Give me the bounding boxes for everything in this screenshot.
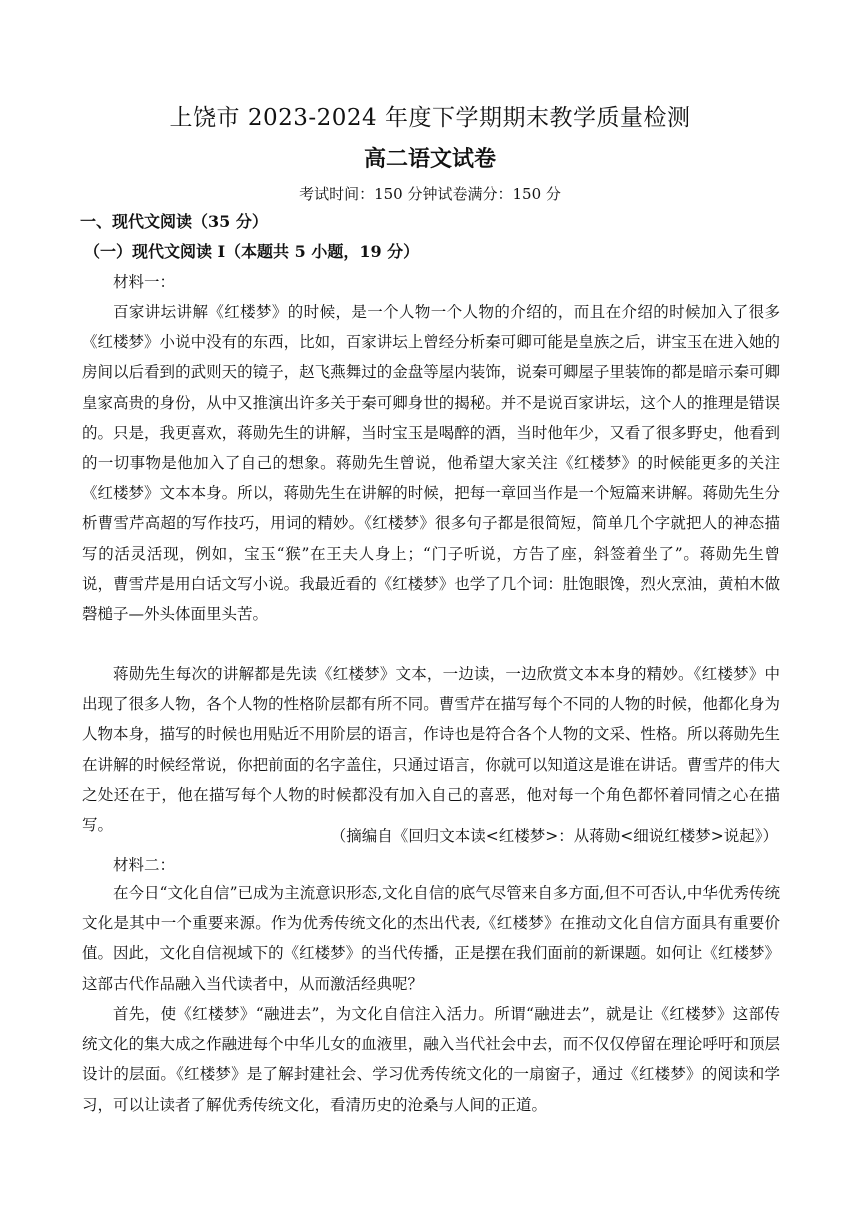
material-two-paragraph-1: 在今日“文化自信”已成为主流意识形态,文化自信的底气尽管来自多方面,但不可否认,中华优秀传统文化是其中一个重要来源。作为优秀传统文化的杰出代表,《红楼梦》在推动文化自信方面具有重要价值。因此，文化自信视域下的《红楼梦》的当代传播，正是摆在我们面前的新课题。如何让《红楼梦》这部古代作品融入当代读者中，从而激活经典呢？ — [82, 884, 780, 993]
section-subheading-one: （一）现代文阅读 I（本题共 5 小题，19 分） — [84, 242, 420, 261]
section-heading-one: 一、现代文阅读（35 分） — [80, 212, 268, 231]
material-two-paragraph-2: 首先，使《红楼梦》“融进去”，为文化自信注入活力。所谓“融进去”，就是让《红楼梦》这部传统文化的集大成之作融进每个中华儿女的血液里，融入当代社会中去，而不仅仅停留在理论呼吁和顶层设计的层面。《红楼梦》是了解封建社会、学习优秀传统文化的一扇窗子，通过《红楼梦》的阅读和学习，可以让读者了解优秀传统文化，看清历史的沧桑与人间的正道。 — [82, 1005, 780, 1114]
exam-subtitle: 高二语文试卷 — [363, 146, 496, 172]
material-one-paragraph-2: 蒋勋先生每次的讲解都是先读《红楼梦》文本，一边读，一边欣赏文本本身的精妙。《红楼梦》中出现了很多人物，各个人物的性格阶层都有所不同。曹雪芹在描写每个不同的人物的时候，他都化身为人物本身，描写的时候也用贴近不用阶层的语言，作诗也是符合各个人物的文采、性格。所以蒋勋先生在讲解的时候经常说，你把前面的名字盖住，只通过语言，你就可以知道这是谁在讲话。曹雪芹的伟大之处还在于，他在描写每个人物的时候都没有加入自己的喜恶，他对每一个角色都怀着同情之心在描写。 — [82, 665, 780, 835]
exam-info: 考试时间：150 分钟试卷满分：150 分 — [299, 185, 561, 203]
material-two-label: 材料二： — [113, 856, 176, 874]
exam-title: 上饶市 2023-2024 年度下学期期末教学质量检测 — [169, 105, 691, 131]
material-one-source: （摘编自《回归文本读<红楼梦>：从蒋勋<细说红楼梦>说起》） — [330, 827, 778, 845]
material-one-paragraph-1: 百家讲坛讲解《红楼梦》的时候，是一个人物一个人物的介绍的，而且在介绍的时候加入了很多《红楼梦》小说中没有的东西，比如，百家讲坛上曾经分析秦可卿可能是皇族之后，讲宝玉在进入她的房间以后看到的武则天的镜子，赵飞燕舞过的金盘等屋内装饰，说秦可卿屋子里装饰的都是暗示秦可卿皇家高贵的身份，从中又推演出许多关于秦可卿身世的揭秘。并不是说百家讲坛，这个人的推理是错误的。只是，我更喜欢，蒋勋先生的讲解，当时宝玉是喝醉的酒，当时他年少，又看了很多野史，他看到的一切事物是他加入了自己的想象。蒋勋先生曾说，他希望大家关注《红楼梦》的时候能更多的关注《红楼梦》文本本身。所以，蒋勋先生在讲解的时候，把每一章回当作是一个短篇来讲解。蒋勋先生分析曹雪芹高超的写作技巧，用词的精妙。《红楼梦》很多句子都是很简短，简单几个字就把人的神态描写的活灵活现，例如，宝玉“猴”在王夫人身上；“门子听说，方告了座，斜签着坐了”。蒋勋先生曾说，曹雪芹是用白话文写小说。我最近看的《红楼梦》也学了几个词：肚饱眼馋，烈火烹油，黄柏木做磬槌子—外头体面里头苦。 — [82, 303, 780, 624]
material-one-label: 材料一： — [113, 273, 176, 291]
